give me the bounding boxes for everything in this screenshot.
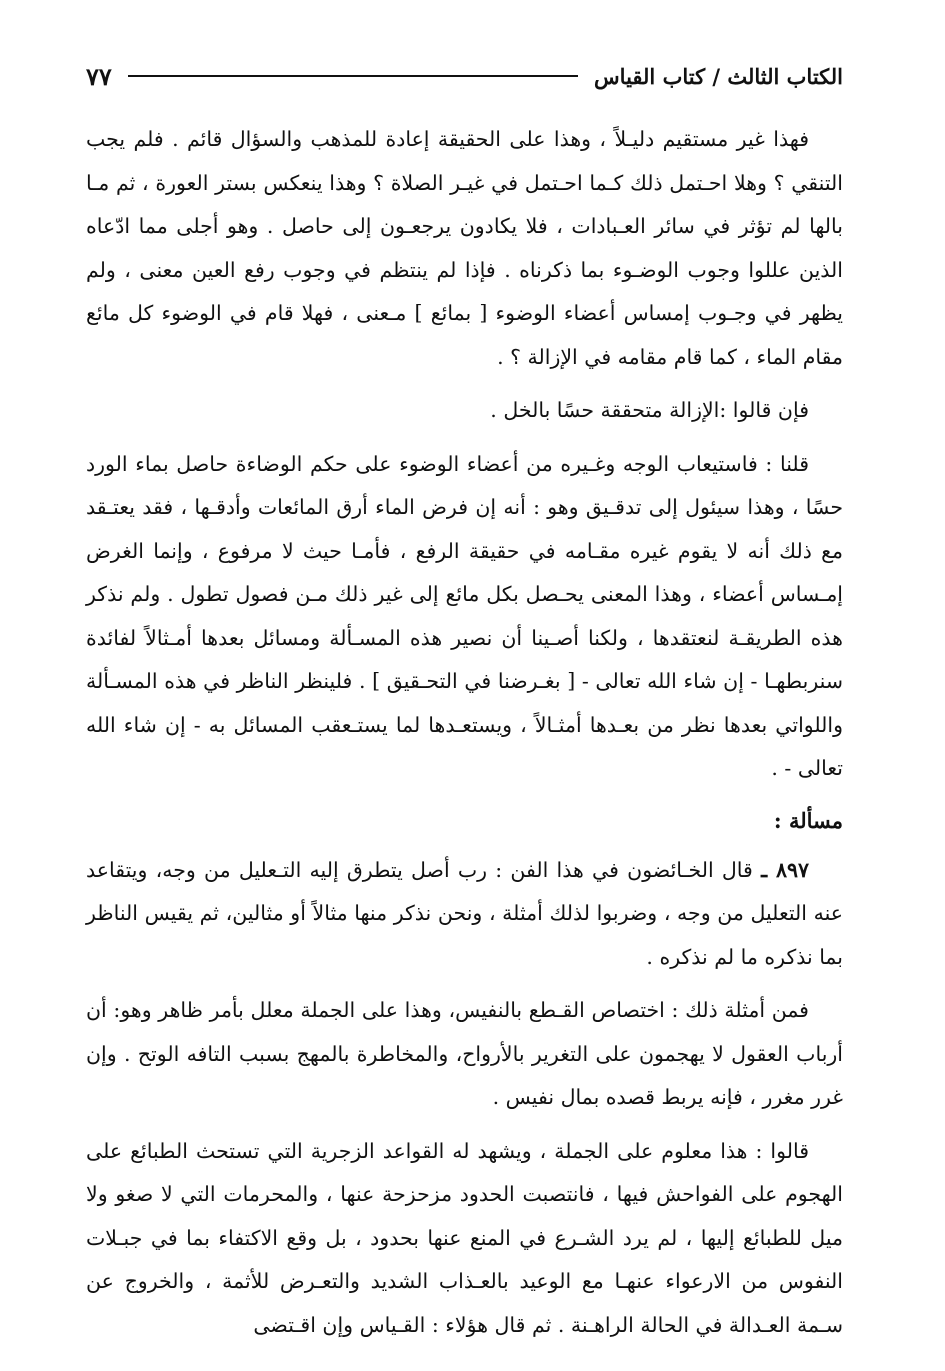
paragraph: [86, 989, 843, 1120]
paragraph-text: فإن قالوا :الإزالة متحققة حسًا بالخل .: [490, 398, 809, 422]
paragraph-text: قالوا : هذا معلوم على الجملة ، ويشهد له القواعد الزجرية التي تستحث الطبائع على الهجوم على الفواحش فيها ، فانتصبت الحدود مزحزحة عنها ، والمحرمات التي لا صغو ولا ميل للطبائع إليها ، لم يرد الشـرع في المنع عنها بحدود ، بل وقع الاكتفاء بما في جبـلات النفوس من الارعواء عنهـا مع الوعيد بالعـذاب الشديد والتعـرض للأثمة ، والخروج عن سـمة العـدالة في الحالة الراهـنة . ثم قال هؤلاء : القـياس وإن اقـتضى: [86, 1138, 843, 1337]
running-title: الكتاب الثالث / كتاب القياس: [594, 63, 843, 89]
page-number: ٧٧: [86, 61, 112, 91]
paragraph-text: فهذا غير مستقيم دليـلاً ، وهذا على الحقيقة إعادة للمذهب والسؤال قائم . فلم يجب التنقي ؟ وهلا احـتمل ذلك كـما احـتمل في غيـر الصلاة ؟ وهذا ينعكس بستر العورة ، ثم مـا بالها لم تؤثر في سائر العـبادات ، فلا يكادون يرجعـون إلى حاصل . وهو أجلى مما ادّعاه الذين عللوا وجوب الوضـوء بما ذكرناه . فإذا لم ينتظم في وجوب رفع العين معنى ، ولم يظهر في وجـوب إمساس أعضاء الوضوء [ بمائع ] مـعنى ، فهلا قام في الوضوء كل مائع مقام الماء ، كما قام مقامه في الإزالة ؟ .: [86, 127, 843, 369]
header-rule: [128, 75, 578, 77]
paragraph: [86, 389, 843, 433]
paragraph: [86, 118, 843, 379]
paragraph: [86, 443, 843, 791]
paragraph-text: فمن أمثلة ذلك : اختصاص القـطع بالنفيس، وهذا على الجملة معلل بأمر ظاهر وهو: أن أرباب العقول لا يهجمون على التغرير بالأرواح، والمخاطرة بالمهج بسبب التافه الوتح . وإن غرر مغرر ، فإنه يربط قصده بمال نفيس .: [86, 998, 843, 1109]
page-header: [86, 56, 843, 96]
numbered-issue: [86, 849, 843, 980]
section-heading: مسألة :: [773, 807, 843, 833]
issue-number: ٨٩٧ ـ: [761, 857, 809, 882]
paragraph-text: قال الخـائضون في هذا الفن : رب أصل يتطرق إليه التـعليل من وجه، ويتقاعد عنه التعليل من وجه ، وضربوا لذلك أمثلة ، ونحن نذكر منها مثالاً أو مثالين، ثم يقيس الناظر بما نذكره ما لم نذكره .: [86, 857, 843, 969]
paragraph: [86, 1130, 843, 1348]
body-text: [86, 118, 843, 1347]
paragraph-text: قلنا : فاستيعاب الوجه وغـيره من أعضاء الوضوء على حكم الوضاءة حاصل بماء الورد حسًا ، وهذا سيئول إلى تدقـيق وهو : أنه إن فرض الماء أرق المائعات وأدقـها ، فقد يعتـقد مع ذلك أنه لا يقوم غيره مقـامه في حقيقة الرفع ، فأمـا حيث لا مرفوع ، وإنما الغرض إمـساس أعضاء ، وهذا المعنى يحـصل بكل مائع إلى غير ذلك مـن فصول تطول . ولم نذكر هذه الطريقـة لنعتقدها ، ولكنا أصـينا أن نصير هذه المسـألة ومسائل بعدها أمـثالاً لفائدة سنربطهـا - إن شاء الله تعالى - [ بغـرضنا في التحـقيق ] . فلينظر الناظر في هذه المسـألة واللواتي بعدها نظر من بعـدها أمثـالاً ، ويستعـدها لما يستـعقب المسائل به - إن شاء الله تعالى - .: [86, 451, 843, 780]
